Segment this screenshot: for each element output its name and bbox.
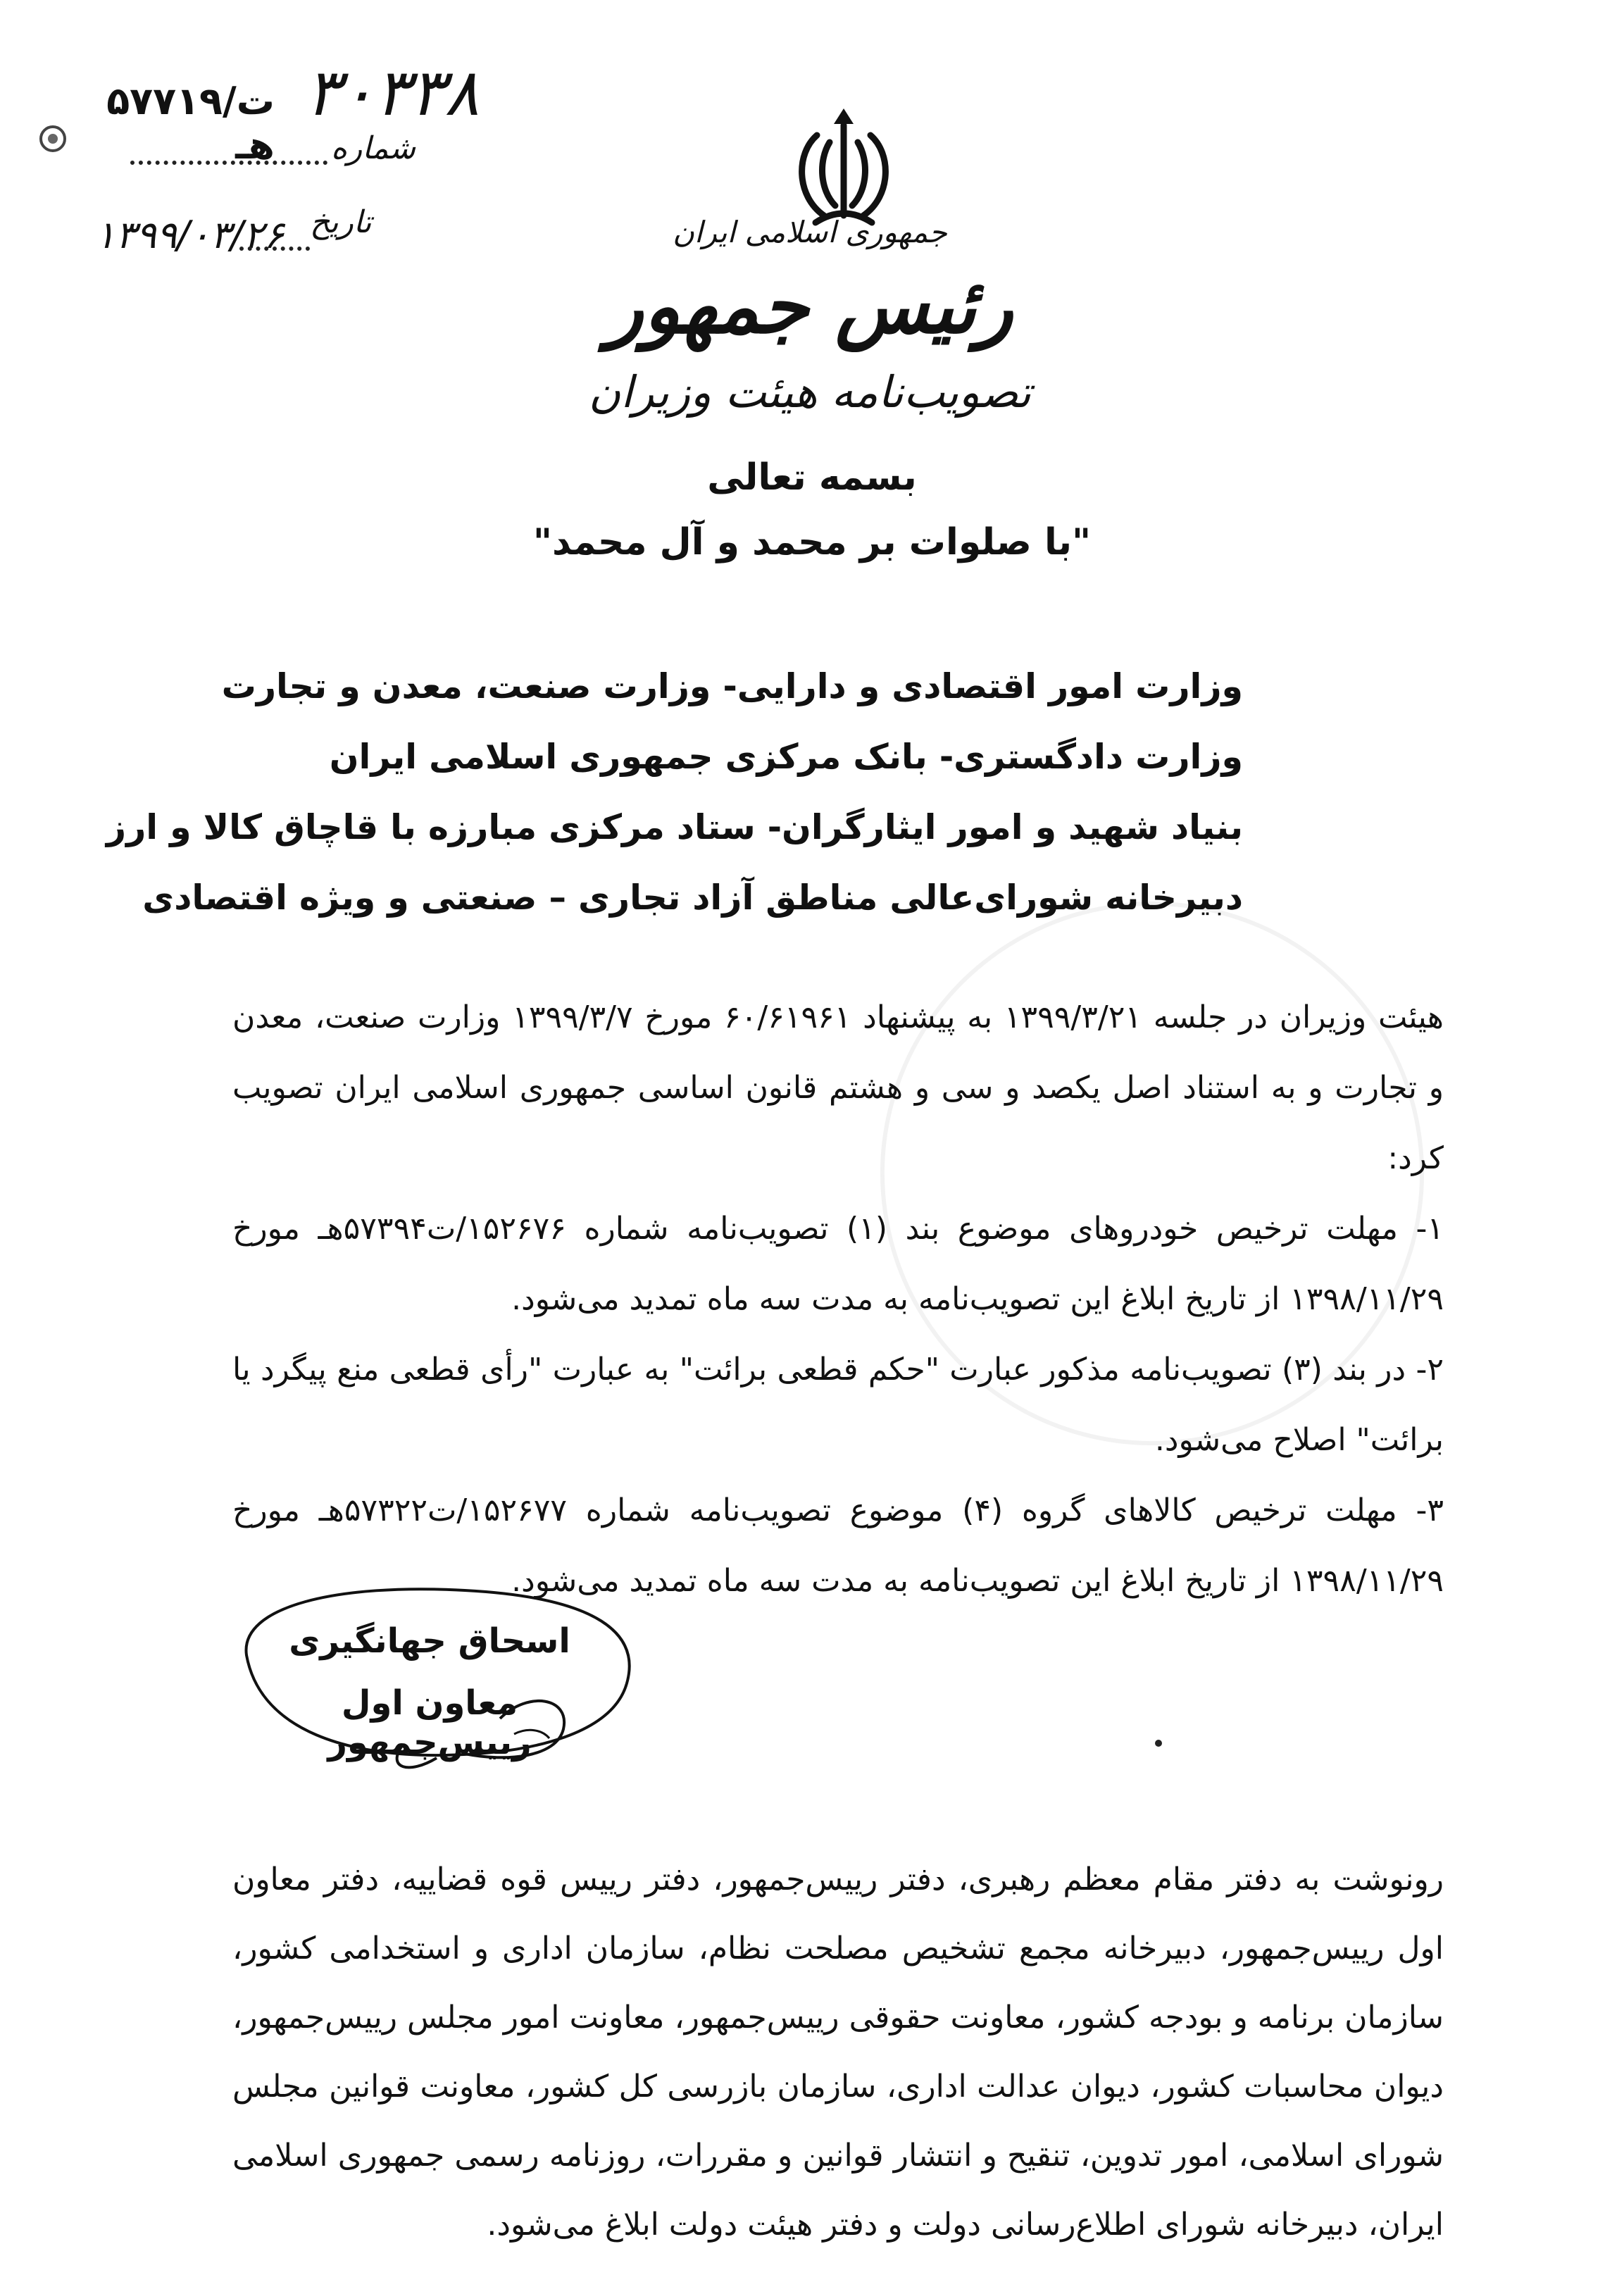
number-dotted-line [130,161,327,165]
signatory-title: معاون اول رییس‌جمهور [327,1683,532,1762]
masthead-country: جمهوری اسلامی ایران [673,215,947,249]
masthead-subtitle: تصویب‌نامه هیئت وزیران [588,366,1032,418]
recipients-block [106,652,1243,933]
decree-body [232,983,1444,1616]
basmala: بسمه تعالی [707,456,917,499]
punch-hole-icon [39,125,66,152]
date-dotted-line [239,247,310,251]
decree-intro: هیئت وزیران در جلسه ۱۳۹۹/۳/۲۱ به پیشنهاد ۶۰/۶۱۹۶۱ مورخ ۱۳۹۹/۳/۷ وزارت صنعت، معدن و تجارت و به استناد اصل یکصد و سی و هشتم قانون اساسی جمهوری اسلامی ایران تصویب کرد: [232,999,1444,1176]
copies-block [232,1845,1444,2259]
decree-date: ۱۳۹۹/۰۳/۲۶ [95,213,285,257]
decree-number: ۵۷۷۱۹/ت هـ [106,79,275,168]
decree-item: ۳- مهلت ترخیص کالاهای گروه (۴) موضوع تصویب‌نامه شماره ۱۵۲۶۷۷/ت۵۷۳۲۲هـ مورخ ۱۳۹۸/۱۱/۲۹ از تاریخ ابلاغ این تصویب‌نامه به مدت سه ماه تمدید می‌شود. [232,1492,1444,1599]
date-label: تاریخ [310,204,372,240]
copies-text: رونوشت به دفتر مقام معظم رهبری، دفتر رییس‌جمهور، دفتر رییس قوه قضاییه، دفتر معاون اول رییس‌جمهور، دبیرخانه مجمع تشخیص مصلحت نظام، سازمان اداری و استخدامی کشور، سازمان برنامه و بودجه کشور، معاونت حقوقی رییس‌جمهور، معاونت امور مجلس رییس‌جمهور، دیوان محاسبات کشور، دیوان عدالت اداری، سازمان بازرسی کل کشور، معاونت قوانین مجلس شورای اسلامی، امور تدوین، تنقیح و انتشار قوانین و مقررات، روزنامه رسمی جمهوری اسلامی ایران، دبیرخانه شورای اطلاع‌رسانی دولت و دفتر هیئت دولت ابلاغ می‌شود. [232,1862,1444,2243]
masthead-title: رئیس جمهور [606,262,1013,351]
decree-item: ۲- در بند (۳) تصویب‌نامه مذکور عبارت "حکم قطعی برائت" به عبارت "رأی قطعی منع پیگرد یا برائت" اصلاح می‌شود. [232,1352,1444,1458]
recipient-line: بنیاد شهید و امور ایثارگران- ستاد مرکزی مبارزه با قاچاق کالا و ارز [106,807,1243,847]
ink-dot [1155,1740,1162,1747]
handwritten-letter-number: ۳۰۳۳۸ [305,55,480,130]
number-label: شماره [331,130,416,166]
salawat-line: "با صلوات بر محمد و آل محمد" [532,521,1092,563]
recipient-line: وزارت دادگستری- بانک مرکزی جمهوری اسلامی ایران [329,737,1243,777]
recipient-line: دبیرخانه شورای‌عالی مناطق آزاد تجاری – صنعتی و ویژه اقتصادی [142,878,1243,918]
recipient-line: وزارت امور اقتصادی و دارایی- وزارت صنعت، معدن و تجارت [221,666,1243,706]
signatory-name: اسحاق جهانگیری [289,1621,570,1661]
decree-item: ۱- مهلت ترخیص خودروهای موضوع بند (۱) تصویب‌نامه شماره ۱۵۲۶۷۶/ت۵۷۳۹۴هـ مورخ ۱۳۹۸/۱۱/۲۹ از تاریخ ابلاغ این تصویب‌نامه به مدت سه ماه تمدید می‌شود. [232,1211,1444,1317]
